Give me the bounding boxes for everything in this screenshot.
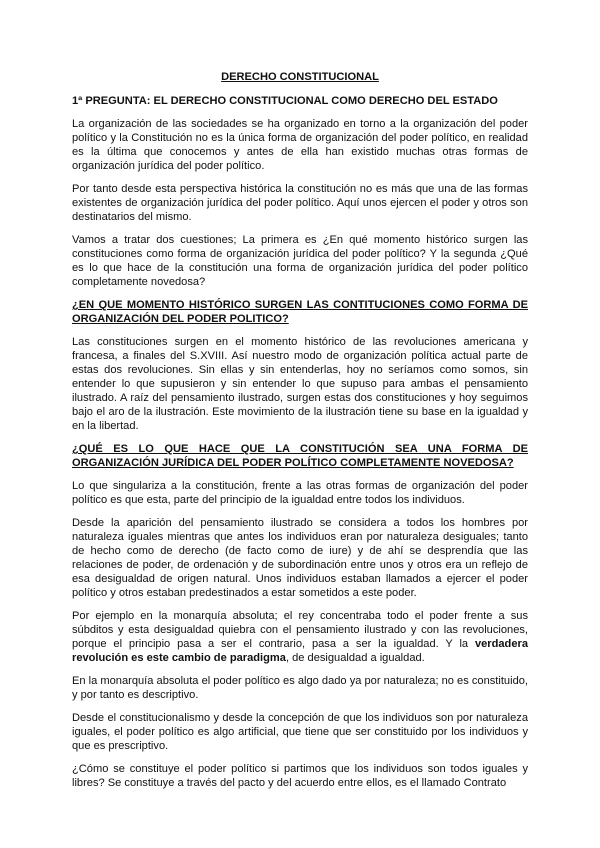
question-title: 1ª PREGUNTA: EL DERECHO CONSTITUCIONAL COMO DERECHO DEL ESTADO — [72, 95, 498, 107]
section-2-paragraph-3 — [72, 609, 528, 665]
paragraph-3-end: , de desigualdad a igualdad. — [285, 652, 425, 664]
paradigm-emphasis: verdadera revolución es este cambio de paradigma — [72, 638, 528, 664]
document-title: DERECHO CONSTITUCIONAL — [221, 71, 379, 83]
section-2-paragraph-4: En la monarquía absoluta el poder político es algo dado ya por naturaleza; no es constituido, y por tanto es descriptivo. — [72, 675, 528, 701]
section-1-heading: ¿EN QUE MOMENTO HISTÓRICO SURGEN LAS CONTITUCIONES COMO FORMA DE ORGANIZACIÓN DEL PODER POLITICO? — [72, 299, 528, 325]
section-2-heading: ¿QUÉ ES LO QUE HACE QUE LA CONSTITUCIÓN SEA UNA FORMA DE ORGANIZACIÓN JURÍDICA DEL PODER POLÍTICO COMPLETAMENTE NOVEDOSA? — [72, 443, 528, 469]
section-1-paragraph-1: Las constituciones surgen en el momento histórico de las revoluciones americana y francesa, a finales del S.XVIII. Así nuestro modo de organización política actual parte de estas dos revoluciones. Sin ellas y sin entenderlas, hoy no seríamos como somos, sin entender lo que supusieron y sin entender lo que supuso para ambas el pensamiento ilustrado. A raíz del pensamiento ilustrado, surgen estas dos constituciones y hoy seguimos bajo el aro de la ilustración. Este movimiento de la ilustración tiene su base en la igualdad y en la libertad. — [72, 336, 528, 432]
section-2-paragraph-5: Desde el constitucionalismo y desde la concepción de que los individuos son por naturaleza iguales, el poder político es algo artificial, que tiene que ser constituido por los individuos y que es prescriptivo. — [72, 712, 528, 752]
intro-paragraph-1: La organización de las sociedades se ha organizado en torno a la organización del poder político y la Constitución no es la única forma de organización del poder político, en realidad es la última que conocemos y antes de ella han existido muchas otras formas de organización jurídica del poder político. — [72, 118, 528, 172]
intro-paragraph-3: Vamos a tratar dos cuestiones; La primera es ¿En qué momento histórico surgen las constituciones como forma de organización jurídica del poder político? Y la segunda ¿Qué es lo que hace de la constitución una forma de organización jurídica del poder político completamente novedosa? — [72, 234, 528, 288]
section-2-paragraph-6: ¿Cómo se constituye el poder político si partimos que los individuos son todos iguales y libres? Se constituye a través del pacto y del acuerdo entre ellos, es el llamado Contrato — [72, 763, 528, 789]
document-page — [72, 70, 528, 799]
paragraph-3-start: Por ejemplo en la monarquía absoluta; el rey concentraba todo el poder frente a sus súbditos y esta desigualdad quiebra con el pensamiento ilustrado y con las revoluciones, porque el principio pasa a ser el contrario, pasa a ser la igualdad. Y la — [72, 610, 528, 650]
section-2-paragraph-2: Desde la aparición del pensamiento ilustrado se considera a todos los hombres por naturaleza iguales mientras que antes los individuos eran por naturaleza desiguales; tanto de hecho como de derecho (de facto como de iure) y de ahí se desprendía que las relaciones de poder, de ordenación y de subordinación entre unos y otros era un reflejo de esa desigualdad de origen natural. Unos individuos estaban llamados a ejercer el poder político y otros estaban predestinados a estar sometidos a este poder. — [72, 517, 528, 599]
intro-paragraph-2: Por tanto desde esta perspectiva histórica la constitución no es más que una de las formas existentes de organización jurídica del poder político. Aquí unos ejercen el poder y otros son destinatarios del mismo. — [72, 183, 528, 223]
section-2-paragraph-1: Lo que singulariza a la constitución, frente a las otras formas de organización del poder político es que esta, parte del principio de la igualdad entre todos los individuos. — [72, 480, 528, 506]
